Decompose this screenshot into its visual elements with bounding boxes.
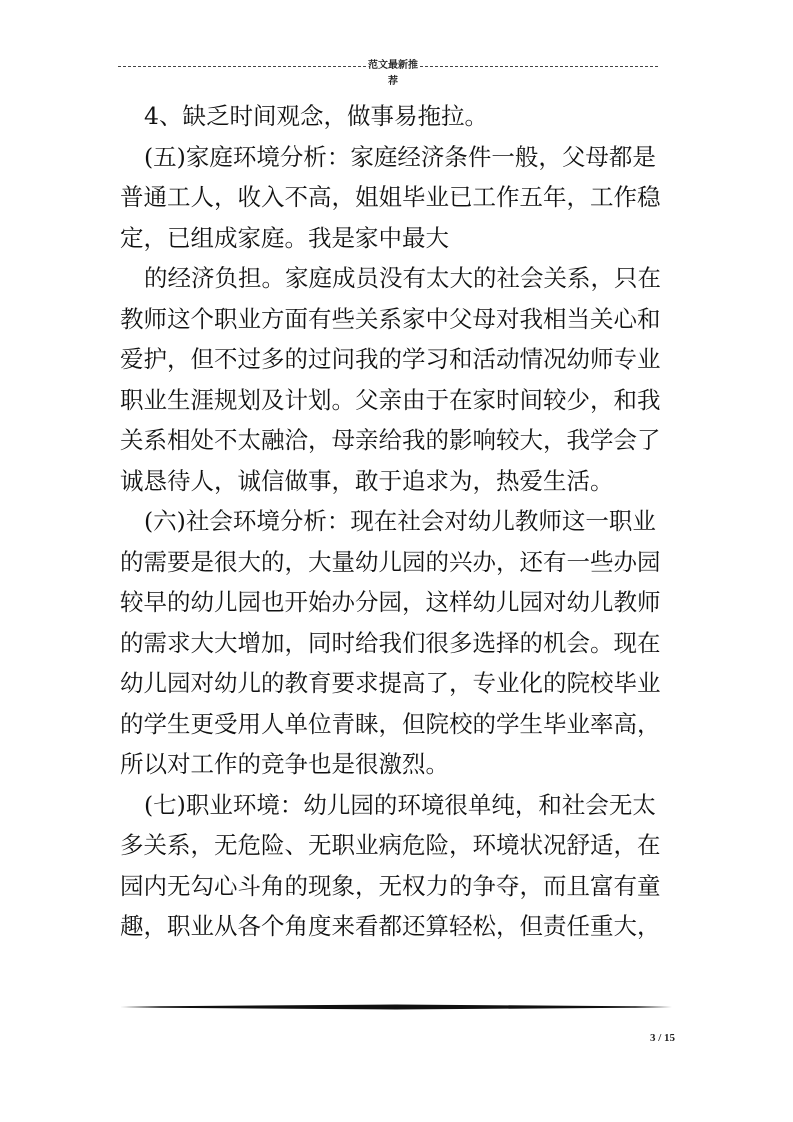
text-line: 的需求大大增加，同时给我们很多选择的机会。现在: [120, 628, 661, 657]
text-line: 教师这个职业方面有些关系家中父母对我相当关心和: [120, 304, 661, 333]
page-number: 3 / 15: [649, 1032, 675, 1044]
text-line: 职业生涯规划及计划。父亲由于在家时间较少，和我: [120, 385, 661, 414]
header-dashed-line-right: [420, 66, 658, 67]
footer-rule: [120, 1002, 672, 1012]
header-title: 范文最新推荐: [368, 60, 418, 87]
text-line: 诚恳待人，诚信做事，敢于追求为，热爱生活。: [120, 466, 614, 495]
text-line: 关系相处不太融洽，母亲给我的影响较大，我学会了: [120, 426, 661, 454]
text-line: (七)职业环境：幼儿园的环境很单纯，和社会无太: [144, 790, 656, 819]
page-header: [118, 58, 658, 87]
text-line: (五)家庭环境分析：家庭经济条件一般，父母都是: [144, 142, 656, 171]
text-line: 幼儿园对幼儿的教育要求提高了，专业化的院校毕业: [120, 669, 661, 697]
text-line: 定，已组成家庭。我是家中最大: [120, 223, 449, 252]
text-line: 园内无勾心斗角的现象，无权力的争夺，而且富有童: [120, 871, 661, 900]
document-body: [120, 96, 672, 947]
header-dashed-line-left: [118, 66, 366, 67]
text-line: 较早的幼儿园也开始办分园，这样幼儿园对幼儿教师: [120, 588, 661, 616]
text-line: 4、缺乏时间观念，做事易拖拉。: [144, 102, 488, 130]
text-line: 的经济负担。家庭成员没有太大的社会关系，只在: [144, 264, 661, 292]
text-line: 所以对工作的竞争也是很激烈。: [120, 750, 449, 778]
footer-rule-graphic: [120, 1002, 672, 1012]
text-line: 多关系，无危险、无职业病危险，环境状况舒适，在: [120, 831, 661, 859]
text-line: 普通工人，收入不高，姐姐毕业已工作五年，工作稳: [120, 183, 661, 211]
text-line: 趣，职业从各个角度来看都还算轻松，但责任重大，: [120, 912, 661, 940]
text-line: (六)社会环境分析：现在社会对幼儿教师这一职业: [144, 507, 656, 535]
text-line: 的需要是很大的，大量幼儿园的兴办，还有一些办园: [120, 547, 661, 576]
body-text: [120, 96, 672, 947]
text-line: 爱护，但不过多的过问我的学习和活动情况幼师专业: [120, 345, 661, 373]
text-line: 的学生更受用人单位青睐，但院校的学生毕业率高，: [120, 709, 661, 738]
